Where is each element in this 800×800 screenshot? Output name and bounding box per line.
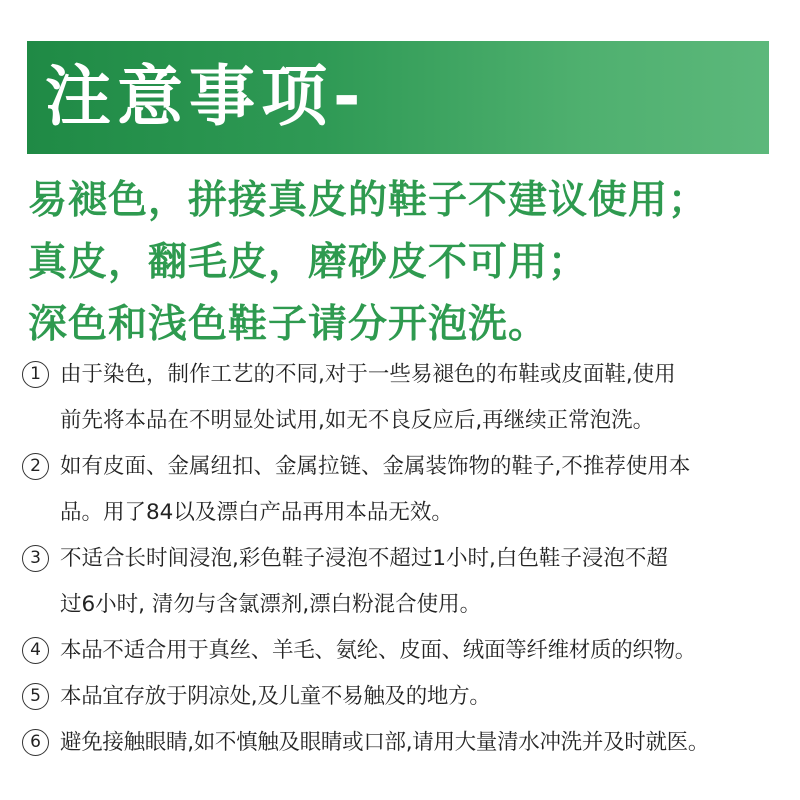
- highlight-line: 真皮，翻毛皮，磨砂皮不可用；: [28, 240, 589, 285]
- note-text: 过6小时, 清勿与含氯漂剂,漂白粉混合使用。: [60, 592, 482, 617]
- highlight-line: 深色和浅色鞋子请分开泡洗。: [28, 302, 549, 347]
- circled-number-badge: 2: [22, 453, 49, 480]
- circled-number-badge: 3: [22, 545, 49, 572]
- highlight-warnings: [28, 170, 773, 356]
- list-item: [22, 720, 787, 766]
- note-text: 本品宜存放于阴凉处,及儿童不易触及的地方。: [60, 684, 491, 709]
- list-item: [22, 444, 787, 536]
- note-text: 避免接触眼睛,如不慎触及眼睛或口部,请用大量清水冲洗并及时就医。: [60, 730, 710, 755]
- circled-number-badge: 6: [22, 729, 49, 756]
- notes-list: [22, 352, 787, 766]
- note-text: 品。用了84以及漂白产品再用本品无效。: [60, 500, 453, 525]
- note-text: 如有皮面、金属纽扣、金属拉链、金属装饰物的鞋子,不推荐使用本: [60, 454, 691, 479]
- circled-number-badge: 1: [22, 361, 49, 388]
- note-text: 由于染色，制作工艺的不同,对于一些易褪色的布鞋或皮面鞋,使用: [60, 362, 676, 387]
- highlight-line: 易褪色，拼接真皮的鞋子不建议使用；: [28, 178, 709, 223]
- circled-number-badge: 4: [22, 637, 49, 664]
- list-item: [22, 352, 787, 444]
- list-item: [22, 628, 787, 674]
- page-title: 注意事项-: [45, 58, 367, 135]
- title-banner: [27, 41, 769, 154]
- circled-number-badge: 5: [22, 683, 49, 710]
- note-text: 前先将本品在不明显处试用,如无不良反应后,再继续正常泡洗。: [60, 408, 655, 433]
- note-text: 本品不适合用于真丝、羊毛、氨纶、皮面、绒面等纤维材质的织物。: [60, 638, 697, 663]
- list-item: [22, 674, 787, 720]
- note-text: 不适合长时间浸泡,彩色鞋子浸泡不超过1小时,白色鞋子浸泡不超: [60, 546, 668, 571]
- list-item: [22, 536, 787, 628]
